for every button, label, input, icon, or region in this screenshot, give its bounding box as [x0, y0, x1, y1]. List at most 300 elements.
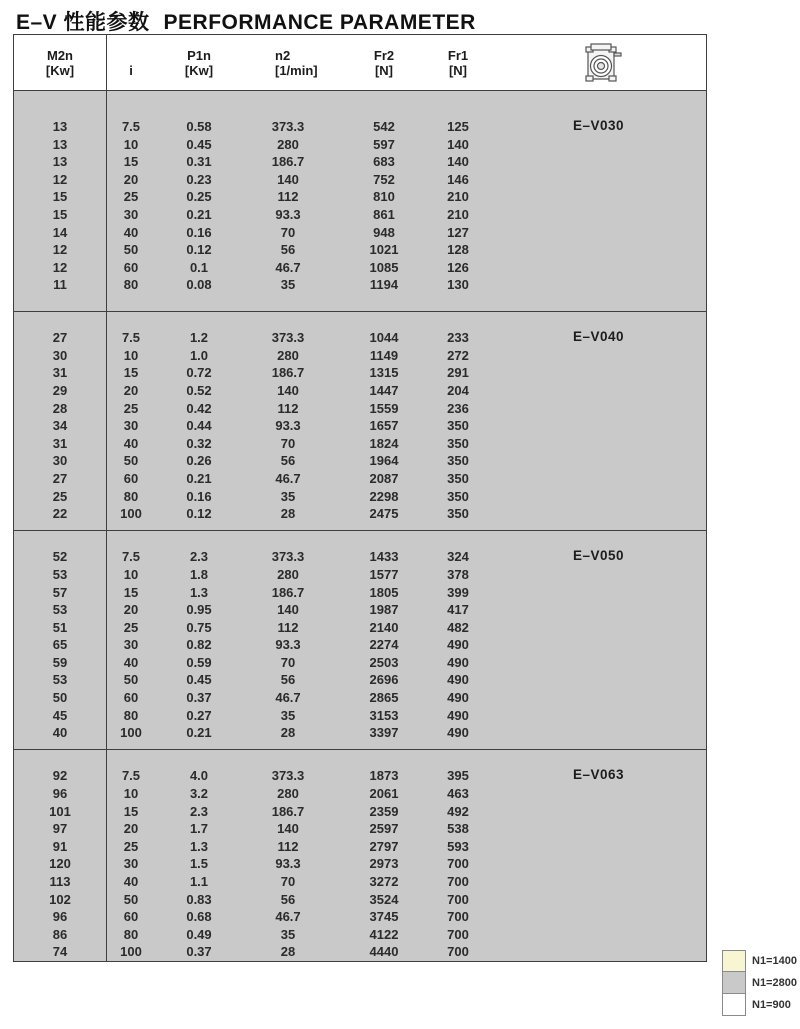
table-cell: 50 — [123, 891, 139, 907]
table-cell: 140 — [277, 602, 299, 618]
table-cell: 1447 — [369, 382, 399, 398]
table-cell: 492 — [447, 803, 469, 819]
table-cell: 15 — [123, 365, 139, 381]
table-row — [14, 153, 706, 171]
table-cell: 80 — [123, 926, 139, 942]
table-cell: 538 — [447, 821, 469, 837]
table-cell — [482, 382, 706, 400]
table-cell: 70 — [280, 224, 296, 240]
table-cell: 50 — [123, 672, 139, 688]
table-cell: 120 — [49, 856, 71, 872]
table-cell: 35 — [280, 926, 296, 942]
table-cell: 1.5 — [189, 856, 209, 872]
model-block-ev050 — [14, 530, 706, 749]
table-cell: 2140 — [369, 619, 399, 635]
table-row — [14, 188, 706, 206]
table-cell: 100 — [120, 725, 142, 741]
table-cell: 56 — [280, 242, 296, 258]
table-cell: 1873 — [369, 768, 399, 784]
table-cell: 0.95 — [186, 602, 212, 618]
table-cell: 1.3 — [189, 838, 209, 854]
table-row — [14, 838, 706, 856]
table-cell: 0.27 — [186, 707, 212, 723]
table-cell: 27 — [52, 470, 68, 486]
table-row — [14, 505, 706, 523]
legend-item-n1-2800 — [722, 972, 800, 994]
table-cell: 0.08 — [186, 277, 212, 293]
table-cell: 700 — [447, 944, 469, 960]
column-header-m2n: M2n [Kw] — [45, 47, 75, 78]
table-row — [14, 206, 706, 224]
table-cell: 112 — [277, 189, 299, 205]
table-cell: 2597 — [369, 821, 399, 837]
table-cell — [482, 153, 706, 171]
table-cell: 0.16 — [186, 224, 212, 240]
legend-swatch-yellow — [722, 950, 746, 972]
table-cell — [482, 259, 706, 277]
model-label: E–V040 — [573, 329, 625, 345]
table-cell: 204 — [447, 382, 469, 398]
table-row — [14, 347, 706, 365]
table-cell — [482, 400, 706, 418]
table-cell: 51 — [52, 619, 68, 635]
table-cell: 92 — [52, 768, 68, 784]
table-cell: 0.68 — [186, 909, 212, 925]
table-cell: 0.82 — [186, 637, 212, 653]
table-cell: 0.75 — [186, 619, 212, 635]
table-cell: 1044 — [369, 330, 399, 346]
table-row — [14, 400, 706, 418]
table-cell: 112 — [277, 400, 299, 416]
table-cell: 1.7 — [189, 821, 209, 837]
model-block-ev030 — [14, 91, 706, 311]
table-cell: 4440 — [369, 944, 399, 960]
model-block-ev040 — [14, 311, 706, 530]
table-cell — [482, 707, 706, 725]
table-cell: 20 — [123, 382, 139, 398]
table-cell: 350 — [447, 488, 469, 504]
table-cell: 280 — [277, 136, 299, 152]
table-cell — [482, 689, 706, 707]
table-cell: 236 — [447, 400, 469, 416]
table-cell: 45 — [52, 707, 68, 723]
model-label: E–V030 — [573, 118, 625, 133]
table-cell: 373.3 — [271, 119, 305, 134]
table-cell — [482, 206, 706, 224]
table-cell: 140 — [277, 171, 299, 187]
table-cell: 12 — [52, 242, 68, 258]
table-row — [14, 926, 706, 944]
table-row — [14, 724, 706, 742]
table-cell: 324 — [447, 549, 469, 565]
table-cell: 96 — [52, 786, 68, 802]
table-cell: 100 — [120, 944, 142, 960]
table-cell: 2503 — [369, 654, 399, 670]
table-row — [14, 855, 706, 873]
table-cell — [482, 943, 706, 961]
table-row — [14, 619, 706, 637]
legend-label: N1=1400 — [752, 955, 797, 967]
table-cell: 127 — [447, 224, 469, 240]
table-cell: 2973 — [369, 856, 399, 872]
table-cell: 373.3 — [271, 549, 305, 565]
page-title — [16, 6, 476, 36]
table-cell — [482, 636, 706, 654]
table-cell: 373.3 — [271, 768, 305, 784]
table-cell: 25 — [123, 838, 139, 854]
table-cell: 50 — [123, 453, 139, 469]
table-cell: 91 — [52, 838, 68, 854]
table-cell: 490 — [447, 707, 469, 723]
model-block-ev063 — [14, 749, 706, 961]
table-row — [14, 820, 706, 838]
table-row — [14, 654, 706, 672]
table-cell: 2359 — [369, 803, 399, 819]
table-cell: 29 — [52, 382, 68, 398]
table-cell: 186.7 — [271, 803, 305, 819]
table-cell: 490 — [447, 690, 469, 706]
table-cell: 15 — [123, 584, 139, 600]
table-cell: 210 — [447, 206, 469, 222]
table-cell — [482, 417, 706, 435]
table-cell — [482, 470, 706, 488]
table-cell — [482, 838, 706, 856]
table-cell: 60 — [123, 259, 139, 275]
legend-label: N1=2800 — [752, 977, 797, 989]
table-cell — [482, 654, 706, 672]
table-cell: 417 — [447, 602, 469, 618]
table-cell — [482, 671, 706, 689]
table-cell: 0.45 — [186, 136, 212, 152]
table-cell — [482, 241, 706, 259]
table-cell: 53 — [52, 672, 68, 688]
table-cell — [482, 820, 706, 838]
table-cell: 683 — [373, 154, 395, 170]
table-cell: 0.42 — [186, 400, 212, 416]
table-cell — [482, 224, 706, 242]
table-cell: 0.59 — [186, 654, 212, 670]
worm-gearbox-icon — [584, 42, 622, 84]
table-cell: 40 — [52, 725, 68, 741]
table-cell: 1577 — [369, 566, 399, 582]
table-cell: 3272 — [369, 874, 399, 890]
table-cell: 30 — [123, 206, 139, 222]
table-cell: 30 — [123, 637, 139, 653]
table-cell — [482, 488, 706, 506]
table-cell: 0.12 — [186, 242, 212, 258]
table-cell: 350 — [447, 453, 469, 469]
table-cell: 15 — [52, 189, 68, 205]
table-cell: 2274 — [369, 637, 399, 653]
column-divider-line — [106, 35, 107, 961]
table-cell: 60 — [123, 690, 139, 706]
table-cell: 0.21 — [186, 206, 212, 222]
table-row — [14, 488, 706, 506]
table-cell: 1.3 — [189, 584, 209, 600]
table-cell: 25 — [123, 619, 139, 635]
table-cell: 20 — [123, 171, 139, 187]
table-cell: 0.37 — [186, 944, 212, 960]
table-cell: 15 — [123, 803, 139, 819]
table-cell: 112 — [277, 838, 299, 854]
table-cell: 1987 — [369, 602, 399, 618]
table-cell: 112 — [277, 619, 299, 635]
table-cell — [482, 601, 706, 619]
table-cell: 20 — [123, 821, 139, 837]
table-cell — [482, 171, 706, 189]
table-cell: 700 — [447, 926, 469, 942]
table-cell: 1559 — [369, 400, 399, 416]
table-cell: 186.7 — [271, 584, 305, 600]
table-cell: 30 — [52, 453, 68, 469]
table-cell: 0.72 — [186, 365, 212, 381]
table-cell: 60 — [123, 909, 139, 925]
table-cell: 140 — [277, 821, 299, 837]
table-cell: 125 — [447, 119, 469, 134]
table-cell: 56 — [280, 891, 296, 907]
speed-legend — [722, 950, 800, 1016]
legend-item-n1-900 — [722, 994, 800, 1016]
column-header-n2: n2 [1/min] — [275, 47, 318, 78]
table-row — [14, 636, 706, 654]
table-cell: 56 — [280, 453, 296, 469]
table-cell: 2.3 — [189, 549, 209, 565]
table-cell: 0.44 — [186, 418, 212, 434]
table-cell: 93.3 — [275, 637, 301, 653]
table-cell: 752 — [373, 171, 395, 187]
table-cell: 0.37 — [186, 690, 212, 706]
table-cell: 1657 — [369, 418, 399, 434]
model-label: E–V050 — [573, 548, 625, 564]
table-cell: 3.2 — [189, 786, 209, 802]
table-cell — [482, 785, 706, 803]
table-cell: 40 — [123, 224, 139, 240]
table-cell: 57 — [52, 584, 68, 600]
table-cell: 700 — [447, 891, 469, 907]
table-cell: 186.7 — [271, 154, 305, 170]
table-cell: 2797 — [369, 838, 399, 854]
table-cell: 210 — [447, 189, 469, 205]
table-cell — [482, 276, 706, 294]
table-row — [14, 908, 706, 926]
table-cell: 56 — [280, 672, 296, 688]
table-row — [14, 566, 706, 584]
table-cell: 3153 — [369, 707, 399, 723]
table-cell: 50 — [123, 242, 139, 258]
table-cell: 0.26 — [186, 453, 212, 469]
table-cell: 74 — [52, 944, 68, 960]
table-cell: 96 — [52, 909, 68, 925]
table-cell: 30 — [123, 856, 139, 872]
table-cell: 2.3 — [189, 803, 209, 819]
table-cell: 2298 — [369, 488, 399, 504]
table-row — [14, 803, 706, 821]
table-cell — [482, 505, 706, 523]
table-cell: 2061 — [369, 786, 399, 802]
table-row — [14, 671, 706, 689]
legend-label: N1=900 — [752, 999, 791, 1011]
table-cell: 378 — [447, 566, 469, 582]
table-cell: 350 — [447, 435, 469, 451]
table-cell: 0.12 — [186, 506, 212, 522]
table-cell: 70 — [280, 654, 296, 670]
table-cell: 0.31 — [186, 154, 212, 170]
table-cell: 463 — [447, 786, 469, 802]
table-cell: 70 — [280, 435, 296, 451]
table-cell — [482, 347, 706, 365]
table-cell: 31 — [52, 365, 68, 381]
table-row — [14, 171, 706, 189]
table-cell: 0.45 — [186, 672, 212, 688]
table-cell: 130 — [447, 277, 469, 293]
performance-parameter-table — [13, 34, 707, 962]
table-cell: 700 — [447, 856, 469, 872]
table-cell: 80 — [123, 707, 139, 723]
table-cell: 31 — [52, 435, 68, 451]
table-cell: 1085 — [369, 259, 399, 275]
table-row — [14, 584, 706, 602]
table-cell: 25 — [52, 488, 68, 504]
table-cell — [482, 435, 706, 453]
table-cell: 280 — [277, 347, 299, 363]
table-cell — [482, 855, 706, 873]
table-cell: 93.3 — [275, 856, 301, 872]
table-cell: 52 — [52, 549, 68, 565]
table-cell: 28 — [280, 725, 296, 741]
table-cell: 15 — [52, 206, 68, 222]
table-cell — [482, 908, 706, 926]
table-cell: 25 — [123, 189, 139, 205]
table-cell — [482, 188, 706, 206]
table-cell: 28 — [280, 944, 296, 960]
table-cell: 3397 — [369, 725, 399, 741]
table-cell — [482, 891, 706, 909]
table-cell: 186.7 — [271, 365, 305, 381]
table-cell: 3524 — [369, 891, 399, 907]
table-cell: 0.1 — [189, 259, 209, 275]
table-cell: 10 — [123, 136, 139, 152]
table-cell: 490 — [447, 637, 469, 653]
table-cell: 948 — [373, 224, 395, 240]
table-cell: 27 — [52, 330, 68, 346]
legend-swatch-white — [722, 993, 746, 1016]
table-cell — [482, 926, 706, 944]
table-cell: 2087 — [369, 470, 399, 486]
table-cell: 700 — [447, 874, 469, 890]
table-row — [14, 689, 706, 707]
table-cell: 490 — [447, 672, 469, 688]
table-cell: 7.5 — [121, 549, 141, 565]
table-cell: 1021 — [369, 242, 399, 258]
legend-item-n1-1400 — [722, 950, 800, 972]
table-cell: 482 — [447, 619, 469, 635]
table-cell: 1.8 — [189, 566, 209, 582]
column-header-fr2: Fr2 [N] — [373, 47, 395, 78]
table-cell: 46.7 — [275, 909, 301, 925]
table-cell: 102 — [49, 891, 71, 907]
table-cell: 113 — [49, 874, 71, 890]
table-cell: 10 — [123, 347, 139, 363]
table-cell: 0.21 — [186, 470, 212, 486]
table-cell: 70 — [280, 874, 296, 890]
table-cell: 128 — [447, 242, 469, 258]
table-cell: 1805 — [369, 584, 399, 600]
table-cell: 1433 — [369, 549, 399, 565]
table-cell: 291 — [447, 365, 469, 381]
table-cell: 7.5 — [121, 119, 141, 134]
table-cell: 93.3 — [275, 418, 301, 434]
table-row — [14, 241, 706, 259]
table-cell: 34 — [52, 418, 68, 434]
table-cell: 395 — [447, 768, 469, 784]
table-cell — [482, 873, 706, 891]
table-cell: 13 — [52, 154, 68, 170]
column-header-i: i — [129, 62, 133, 78]
table-cell: 40 — [123, 654, 139, 670]
table-cell: 101 — [49, 803, 71, 819]
page-title-chinese: E–V 性能参数 — [16, 11, 150, 34]
table-cell: 50 — [52, 690, 68, 706]
table-row — [14, 364, 706, 382]
table-cell: 4122 — [369, 926, 399, 942]
table-cell: 97 — [52, 821, 68, 837]
table-row — [14, 224, 706, 242]
table-cell: 350 — [447, 470, 469, 486]
table-row — [14, 943, 706, 961]
table-cell: 30 — [123, 418, 139, 434]
table-cell: 60 — [123, 470, 139, 486]
table-cell: 15 — [123, 154, 139, 170]
column-header-fr1: Fr1 [N] — [447, 47, 469, 78]
table-cell: 140 — [277, 382, 299, 398]
table-cell: 30 — [52, 347, 68, 363]
table-row — [14, 873, 706, 891]
table-cell: 399 — [447, 584, 469, 600]
table-cell: 35 — [280, 488, 296, 504]
table-cell: 2865 — [369, 690, 399, 706]
table-cell: 1315 — [369, 365, 399, 381]
table-cell: 65 — [52, 637, 68, 653]
table-cell: 25 — [123, 400, 139, 416]
page-title-english: PERFORMANCE PARAMETER — [163, 11, 476, 34]
table-row — [14, 891, 706, 909]
table-cell: 810 — [373, 189, 395, 205]
table-cell: 13 — [52, 119, 68, 134]
table-cell — [482, 566, 706, 584]
table-cell: 22 — [52, 506, 68, 522]
table-cell: 35 — [280, 277, 296, 293]
table-row — [14, 382, 706, 400]
table-cell: 373.3 — [271, 330, 305, 346]
table-cell: 0.23 — [186, 171, 212, 187]
table-cell: 35 — [280, 707, 296, 723]
table-cell: 0.16 — [186, 488, 212, 504]
table-row — [14, 417, 706, 435]
table-cell: 280 — [277, 566, 299, 582]
table-cell: 700 — [447, 909, 469, 925]
table-cell — [482, 136, 706, 154]
table-cell: 10 — [123, 786, 139, 802]
table-cell: 490 — [447, 725, 469, 741]
table-cell: 80 — [123, 488, 139, 504]
table-cell: 46.7 — [275, 690, 301, 706]
table-cell: 0.58 — [186, 119, 212, 134]
table-row — [14, 435, 706, 453]
table-row — [14, 452, 706, 470]
table-cell: 20 — [123, 602, 139, 618]
table-cell — [482, 584, 706, 602]
column-header-p1n: P1n [Kw] — [184, 47, 214, 78]
